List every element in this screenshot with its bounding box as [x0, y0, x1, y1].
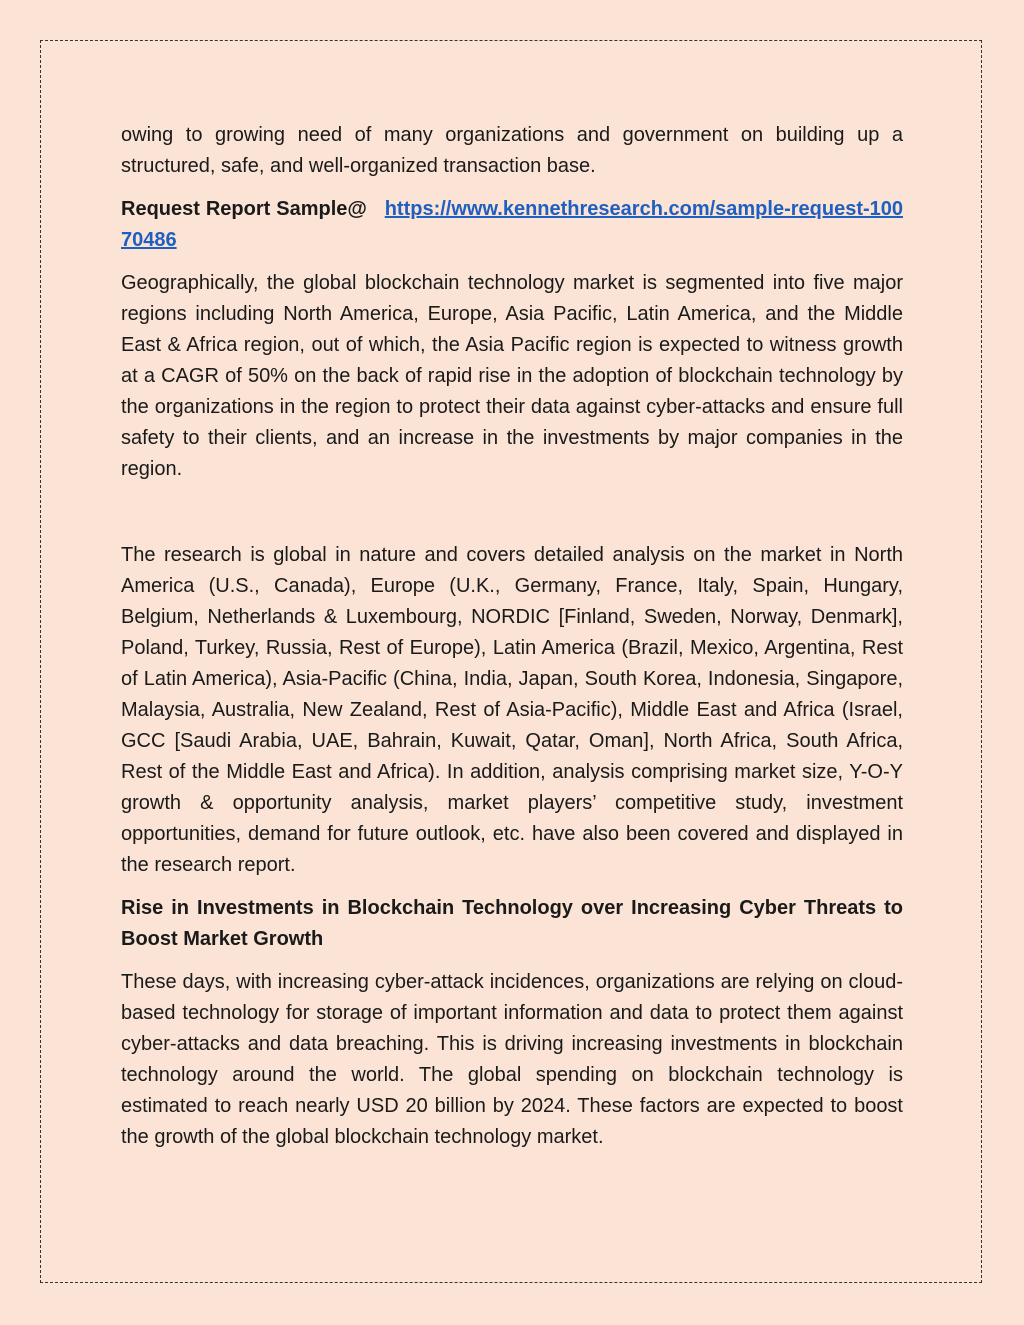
document-body	[121, 120, 903, 1165]
investment-paragraph: These days, with increasing cyber-attack incidences, organizations are relying on cloud-based technology for storage of important information and data to protect them against cyber-attacks and data breaching. This is driving increasing investments in blockchain technology around the world. The global spending on blockchain technology is estimated to reach nearly USD 20 billion by 2024. These factors are expected to boost the growth of the global blockchain technology market.	[121, 971, 903, 1148]
spacer	[121, 497, 903, 540]
section-heading: Rise in Investments in Blockchain Technology over Increasing Cyber Threats to Boost Market Growth	[121, 897, 903, 950]
sample-request-line	[121, 194, 903, 256]
sample-request-label: Request Report Sample@	[121, 198, 367, 220]
research-scope-paragraph: The research is global in nature and covers detailed analysis on the market in North America (U.S., Canada), Europe (U.K., Germany, France, Italy, Spain, Hungary, Belgium, Netherlands & Luxembourg, NORDIC [Finland, Sweden, Norway, Denmark], Poland, Turkey, Russia, Rest of Europe), Latin America (Brazil, Mexico, Argentina, Rest of Latin America), Asia-Pacific (China, India, Japan, South Korea, Indonesia, Singapore, Malaysia, Australia, New Zealand, Rest of Asia-Pacific), Middle East and Africa (Israel, GCC [Saudi Arabia, UAE, Bahrain, Kuwait, Qatar, Oman], North Africa, South Africa, Rest of the Middle East and Africa). In addition, analysis comprising market size, Y-O-Y growth & opportunity analysis, market players’ competitive study, investment opportunities, demand for future outlook, etc. have also been covered and displayed in the research report.	[121, 544, 903, 876]
geography-paragraph: Geographically, the global blockchain technology market is segmented into five major regions including North America, Europe, Asia Pacific, Latin America, and the Middle East & Africa region, out of which, the Asia Pacific region is expected to witness growth at a CAGR of 50% on the back of rapid rise in the adoption of blockchain technology by the organizations in the region to protect their data against cyber-attacks and ensure full safety to their clients, and an increase in the investments by major companies in the region.	[121, 272, 903, 480]
sample-request-link[interactable]: https://www.kennethresearch.com/sample-request-10070486	[121, 198, 904, 251]
intro-paragraph: owing to growing need of many organizations and government on building up a structured, safe, and well-organized transaction base.	[121, 124, 903, 177]
